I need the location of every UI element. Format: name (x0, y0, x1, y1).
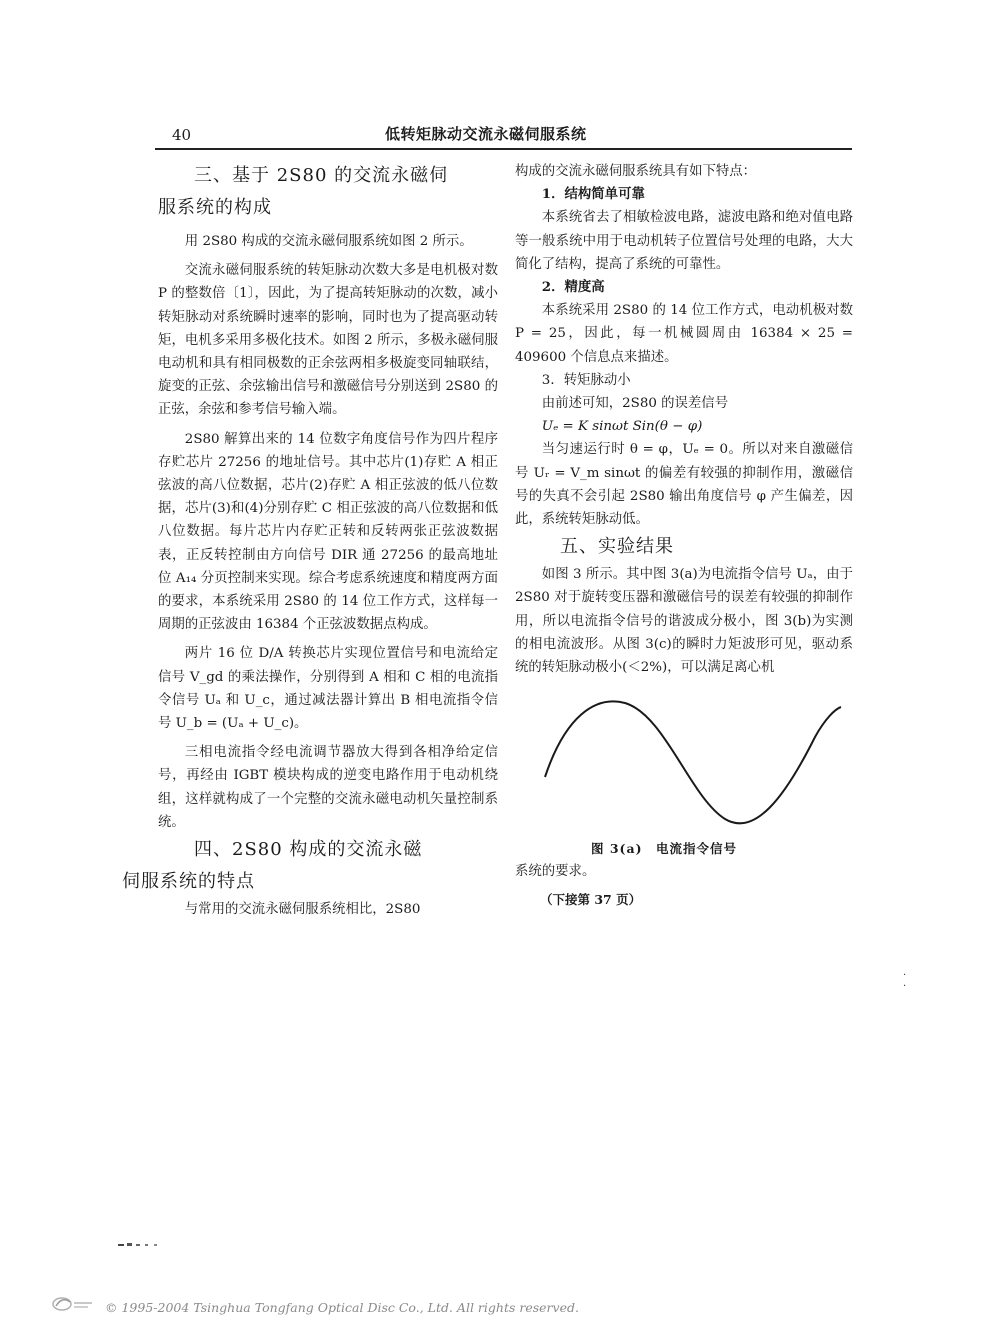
continued-note: （下接第 37 页） (540, 891, 642, 907)
section-4-title (122, 834, 498, 898)
right-column (515, 160, 853, 911)
paragraph: 本系统采用 2S80 的 14 位工作方式，电动机极对数 P = 25，因此，每一机械圆周由 16384 × 25 = 409600 个信息点来描述。 (515, 303, 853, 365)
section-5-title: 五、实验结果 (560, 536, 674, 558)
paragraph: 用 2S80 构成的交流永磁伺服系统如图 2 所示。 (184, 234, 473, 249)
paragraph: 交流永磁伺服系统的转矩脉动次数大多是电机极对数 P 的整数倍〔1〕，因此，为了提高转矩脉动的次数，减小转矩脉动对系统瞬时速率的影响，同时也为了提高驱动转矩，电机多采用多极化技术。如图 2 所示，多极永磁伺服电动机和具有相同极数的正余弦两相多极旋变同轴联结，旋变的正弦、余弦输出信号和激磁信号分别送到 2S80 的正弦，余弦和参考信号输入端。 (158, 263, 498, 418)
error-signal-formula: Uₑ = K sinωt Sin(θ − φ) (541, 419, 703, 435)
scan-mark: · · (903, 970, 907, 992)
section-3-title-line2: 服系统的构成 (158, 197, 272, 218)
figure-caption: 图 3(a) 电流指令信号 (591, 841, 737, 857)
figure-3a (515, 687, 853, 837)
paragraph: 两片 16 位 D/A 转换芯片实现位置信号和电流给定信号 V_gd 的乘法操作，分别得到 A 相和 C 相的电流指令信号 Uₐ 和 U_c，通过减法器计算出 B 相电流指令信号 U_b = (Uₐ + U_c)。 (158, 646, 498, 732)
paragraph: 由前述可知，2S80 的误差信号 (541, 396, 729, 412)
section-4-title-line2: 伺服系统的特点 (122, 871, 255, 893)
page-number: 40 (172, 126, 192, 144)
current-command-waveform (515, 687, 853, 837)
paragraph: 三相电流指令经电流调节器放大得到各相净给定信号，再经由 IGBT 模块构成的逆变电路作用于电动机绕组，这样就构成了一个完整的交流永磁电动机矢量控制系统。 (158, 745, 498, 830)
running-title: 低转矩脉动交流永磁伺服系统 (385, 125, 587, 143)
section-4-title-line1: 四、2S80 构成的交流永磁 (194, 839, 423, 861)
feature-1-title: 1．结构简单可靠 (541, 186, 645, 203)
feature-2-title: 2．精度高 (541, 279, 605, 296)
left-column (122, 160, 498, 921)
paragraph: 构成的交流永磁伺服系统具有如下特点： (515, 164, 757, 179)
paragraph: 本系统省去了相敏检波电路，滤波电路和绝对值电路等一般系统中用于电动机转子位置信号处理的电路，大大简化了结构，提高了系统的可靠性。 (515, 210, 853, 272)
paragraph: 如图 3 所示。其中图 3(a)为电流指令信号 Uₐ，由于 2S80 对于旋转变压器和激磁信号的误差有较强的抑制作用，所以电流指令信号的谐波成分极小，图 3(b)为实测的相电流波形。从图 3(c)的瞬时力矩波形可见，驱动系统的转矩脉动极小(＜2%)，可以满足离心机 (515, 567, 853, 676)
copyright-footer: © 1995-2004 Tsinghua Tongfang Optical Disc Co., Ltd. All rights reserved. (105, 1300, 579, 1315)
section-3-title-line1: 三、基于 2S80 的交流永磁伺 (194, 165, 449, 186)
cnki-logo-icon (48, 1294, 96, 1314)
header-rule (155, 148, 852, 150)
paragraph: 系统的要求。 (515, 864, 596, 880)
paragraph: 2S80 解算出来的 14 位数字角度信号作为四片程序存贮芯片 27256 的地址信号。其中芯片(1)存贮 A 相正弦波的高八位数据，芯片(2)存贮 A 相正弦波的低八位数据，芯片(3)和(4)分别存贮 C 相正弦波的高八位数据和低八位数据。每片芯片内存贮正转和反转两张正弦波数据表，正反转控制由方向信号 DIR 通 27256 的最高地址位 A₁₄ 分页控制来实现。综合考虑系统速度和精度两方面的要求，本系统采用 2S80 的 14 位工作方式，这样每一周期的正弦波由 16384 个正弦波数据点构成。 (158, 431, 498, 633)
paragraph: 当匀速运行时 θ = φ，Uₑ = 0。所以对来自激磁信号 Uᵣ = V_m sinωt 的偏差有较强的抑制作用，激磁信号的失真不会引起 2S80 输出角度信号 φ 产生偏差，因此，系统转矩脉动低。 (515, 442, 853, 528)
sine-wave-curve (545, 702, 841, 824)
scan-speck (118, 1242, 162, 1248)
paragraph: 与常用的交流永磁伺服系统相比，2S80 (184, 902, 421, 918)
feature-3-title: 3．转矩脉动小 (541, 372, 631, 388)
